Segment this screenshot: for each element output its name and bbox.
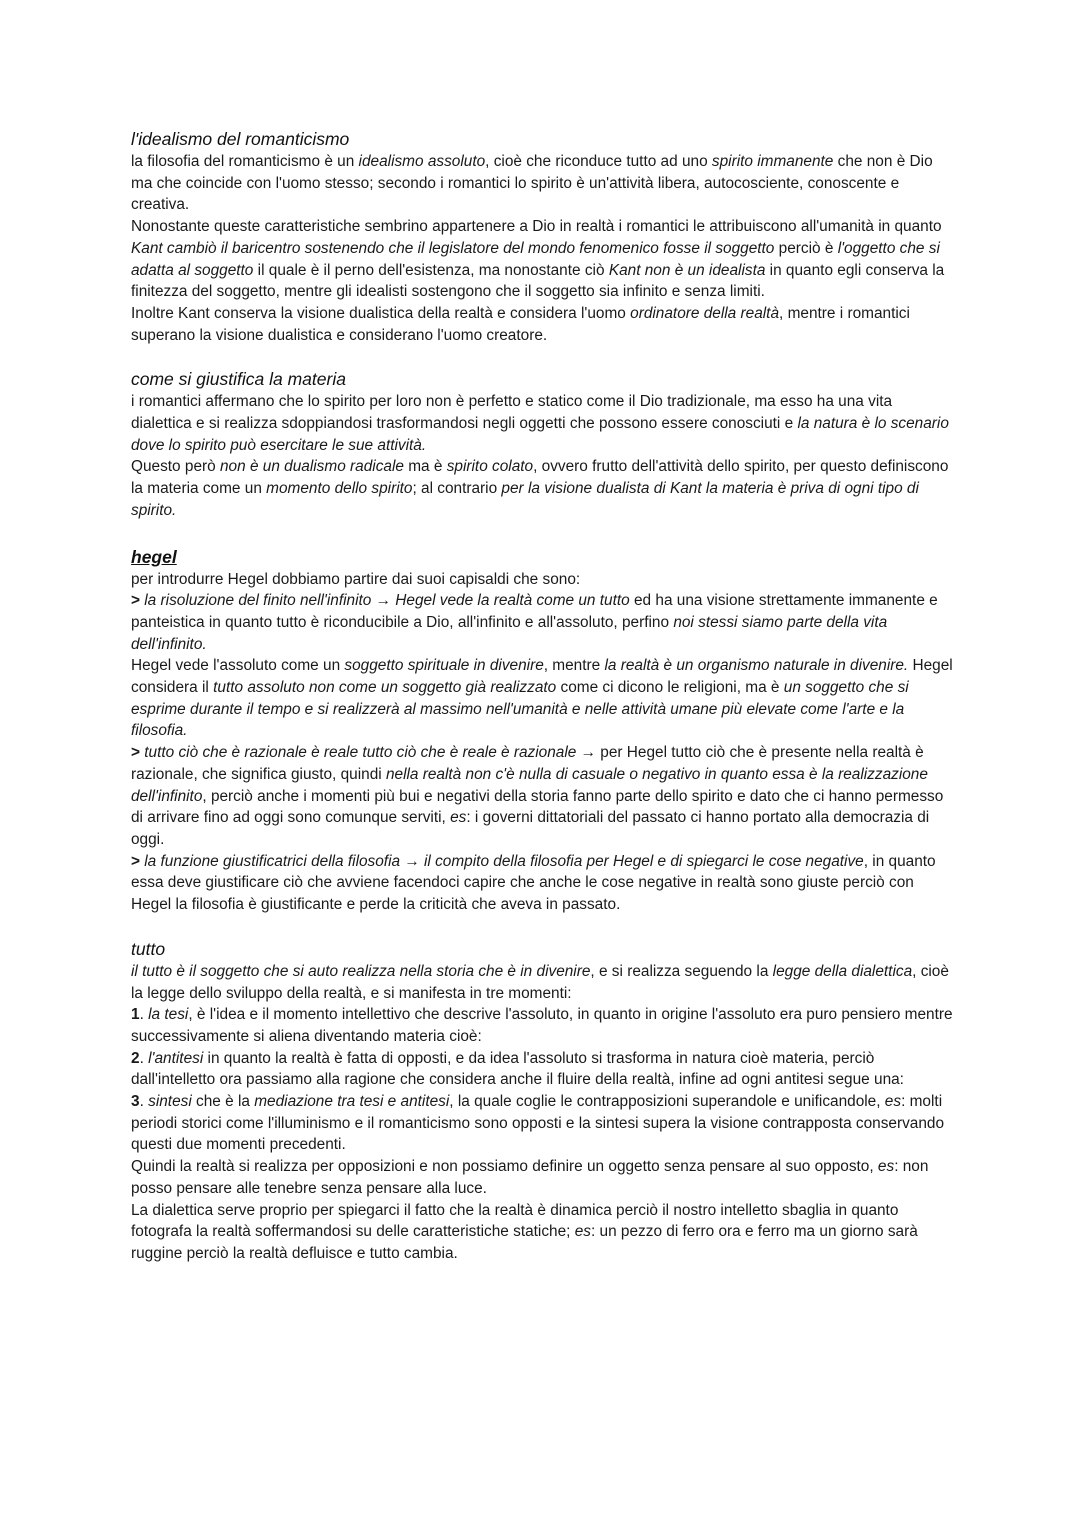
- text-run: la risoluzione del finito nell'infinito → Hegel vede la realtà come un tutto: [144, 592, 630, 610]
- text-run: per introdurre Hegel dobbiamo partire dai suoi capisaldi che sono:: [131, 570, 581, 588]
- text-run: che è la: [191, 1093, 255, 1111]
- paragraph: [131, 303, 956, 346]
- text-run: sintesi: [148, 1093, 192, 1111]
- text-run: Hegel vede l'assoluto come un: [131, 657, 345, 675]
- section-title: tutto: [131, 938, 166, 959]
- paragraph: [131, 961, 956, 1004]
- text-run: , è l'idea e il momento intellettivo che descrive l'assoluto, in quanto in origine l'assoluto era puro pensiero mentre successivamente si aliena diventando materia cioè:: [131, 1006, 953, 1045]
- section-body: [131, 151, 956, 346]
- text-run: : non posso pensare alle tenebre senza pensare alla luce.: [131, 1158, 929, 1197]
- paragraph: [131, 590, 956, 655]
- text-run: Nonostante queste caratteristiche sembrino appartenere a Dio in realtà i romantici le attribuiscono all'umanità in quanto: [131, 218, 942, 236]
- text-run: es: [884, 1093, 902, 1111]
- text-run: 1: [131, 1006, 140, 1024]
- paragraph: [131, 1048, 956, 1091]
- paragraph: [131, 851, 956, 916]
- text-run: , ovvero frutto dell'attività dello spirito, per questo definiscono la materia come un: [131, 458, 949, 498]
- paragraph: [131, 1200, 956, 1265]
- text-run: un soggetto che si esprime durante il tempo e si realizzerà al massimo nell'umanità e nelle attività umane più elevate come l'arte e la filosofia.: [131, 679, 909, 740]
- text-run: , la quale coglie le contrapposizioni superandole e unificandole,: [449, 1093, 885, 1111]
- paragraph: [131, 1156, 956, 1199]
- text-run: spirito immanente: [711, 153, 834, 170]
- text-run: idealismo assoluto: [358, 153, 486, 170]
- text-run: , cioè che riconduce tutto ad uno: [485, 153, 712, 170]
- text-run: momento dello spirito: [266, 480, 413, 498]
- section-hegel: [131, 546, 956, 916]
- section-materia: [131, 368, 956, 521]
- text-run: .: [139, 1006, 149, 1024]
- text-run: , in quanto essa deve giustificare ciò che avviene facendoci capire che anche le cose negative in realtà sono giuste perciò con Hegel la filosofia è giustificante e perde la criticità che aveva in passato.: [131, 852, 936, 914]
- paragraph: [131, 216, 956, 303]
- text-run: che non è Dio ma che coincide con l'uomo stesso; secondo i romantici lo spirito è un'attività libera, autocosciente, conoscente e creativa.: [131, 153, 933, 214]
- paragraph: [131, 742, 956, 851]
- text-run: come ci dicono le religioni, ma è: [556, 679, 784, 697]
- text-run: , mentre i romantici superano la visione dualistica e considerano l'uomo creatore.: [131, 304, 910, 344]
- text-run: : i governi dittatoriali del passato ci hanno portato alla democrazia di oggi.: [131, 809, 930, 848]
- text-run: il quale è il perno dell'esistenza, ma nonostante ciò: [253, 261, 609, 279]
- text-run: la tesi: [148, 1006, 189, 1024]
- text-run: 3: [131, 1093, 140, 1111]
- text-run: ; al contrario: [412, 480, 502, 498]
- text-run: Quindi la realtà si realizza per opposizioni e non possiamo definire un oggetto senza pensare al suo opposto,: [131, 1158, 878, 1176]
- text-run: mediazione tra tesi e antitesi: [254, 1093, 450, 1111]
- paragraph: [131, 655, 956, 742]
- text-run: legge della dialettica: [772, 962, 913, 980]
- text-run: , mentre: [543, 657, 605, 675]
- text-run: , cioè la legge dello sviluppo della realtà, e si manifesta in tre momenti:: [131, 962, 949, 1002]
- text-run: 2: [131, 1049, 140, 1067]
- text-run: La dialettica serve proprio per spiegarci il fatto che la realtà è dinamica perciò il nostro intelletto sbaglia in quanto fotografa la realtà soffermandosi su delle caratteristiche statiche;: [131, 1201, 899, 1241]
- text-run: es: [877, 1158, 895, 1176]
- text-run: Inoltre Kant conserva la visione dualistica della realtà e considera l'uomo: [131, 304, 631, 322]
- text-run: la natura è lo scenario dove lo spirito può esercitare le sue attività.: [131, 415, 949, 454]
- text-run: non è un dualismo radicale: [219, 458, 404, 476]
- text-run: Kant non è un idealista: [608, 261, 766, 279]
- section-title: hegel: [131, 546, 177, 567]
- text-run: la realtà è un organismo naturale in divenire.: [604, 657, 909, 675]
- text-run: la filosofia del romanticismo è un: [131, 153, 359, 170]
- text-run: ma è: [403, 458, 447, 476]
- section-title: l'idealismo del romanticismo: [131, 129, 350, 149]
- text-run: l'oggetto che si adatta al soggetto: [131, 239, 940, 279]
- paragraph: [131, 151, 956, 216]
- text-run: tutto assoluto non come un soggetto già realizzato: [213, 679, 557, 697]
- section-body: [131, 391, 956, 521]
- text-run: perciò è: [774, 239, 838, 257]
- text-run: per la visione dualista di Kant la materia è priva di ogni tipo di spirito.: [131, 480, 919, 519]
- document-page: [131, 128, 956, 1287]
- text-run: spirito colato: [446, 458, 534, 476]
- text-run: >: [131, 744, 145, 762]
- text-run: il tutto è il soggetto che si auto realizza nella storia che è in divenire: [131, 962, 591, 980]
- text-run: Questo però: [131, 458, 220, 476]
- text-run: i romantici affermano che lo spirito per loro non è perfetto e statico come il Dio tradizionale, ma esso ha una vita dialettica e si realizza sdoppiandosi trasformandosi negli oggetti che possono essere conosciuti e: [131, 393, 893, 433]
- text-run: es: [574, 1223, 591, 1241]
- text-run: tutto ciò che è razionale è reale tutto ciò che è reale è razionale: [144, 744, 577, 762]
- text-run: la funzione giustificatrici della filosofia → il compito della filosofia per Hegel e di spiegarci le cose negative: [144, 852, 864, 870]
- text-run: ordinatore della realtà: [630, 304, 780, 322]
- paragraph: [131, 1091, 956, 1156]
- text-run: >: [131, 852, 145, 870]
- paragraph: [131, 456, 956, 521]
- text-run: in quanto egli conserva la finitezza del soggetto, mentre gli idealisti sostengono che il soggetto sia infinito e senza limiti.: [131, 261, 945, 301]
- section-idealismo: [131, 128, 956, 346]
- paragraph: [131, 1004, 956, 1047]
- text-run: noi stessi siamo parte della vita dell'infinito.: [131, 613, 888, 653]
- section-body: [131, 961, 956, 1265]
- text-run: : molti periodi storici come l'illuminismo e il romanticismo sono opposti e la sintesi supera la visione contrapposta conservando questi due momenti precedenti.: [131, 1093, 945, 1154]
- text-run: : un pezzo di ferro ora e ferro ma un giorno sarà ruggine perciò la realtà defluisce e tutto cambia.: [131, 1223, 918, 1262]
- text-run: >: [131, 592, 145, 610]
- paragraph: [131, 391, 956, 456]
- text-run: Kant cambiò il baricentro sostenendo che il legislatore del mondo fenomenico fosse il soggetto: [131, 239, 775, 257]
- section-tutto: [131, 938, 956, 1265]
- text-run: .: [139, 1049, 149, 1067]
- text-run: nella realtà non c'è nulla di casuale o negativo in quanto essa è la realizzazione dell'infinito: [131, 765, 928, 805]
- text-run: l'antitesi: [148, 1049, 204, 1067]
- text-run: → per Hegel tutto ciò che è presente nella realtà è razionale, che significa giusto, quindi: [131, 744, 924, 783]
- text-run: es: [450, 809, 467, 827]
- text-run: Hegel considera il: [131, 657, 953, 697]
- text-run: ed ha una visione strettamente immanente e panteistica in quanto tutto è riconducibile a Dio, all'infinito e all'assoluto, perfino: [131, 592, 938, 631]
- text-run: , perciò anche i momenti più bui e negativi della storia fanno parte dello spirito e dato che ci hanno permesso di arrivare fino ad oggi sono comunque serviti,: [131, 787, 944, 827]
- section-title: come si giustifica la materia: [131, 369, 346, 390]
- section-body: [131, 569, 956, 916]
- text-run: soggetto spirituale in divenire: [344, 657, 544, 675]
- text-run: in quanto la realtà è fatta di opposti, e da idea l'assoluto si trasforma in natura cioè materia, perciò dall'intelletto ora passiamo alla ragione che considera anche il fluire della realtà, infine ad ogni antitesi segue una:: [131, 1049, 904, 1089]
- text-run: , e si realizza seguendo la: [590, 962, 773, 980]
- paragraph: [131, 569, 956, 591]
- text-run: .: [139, 1093, 149, 1111]
